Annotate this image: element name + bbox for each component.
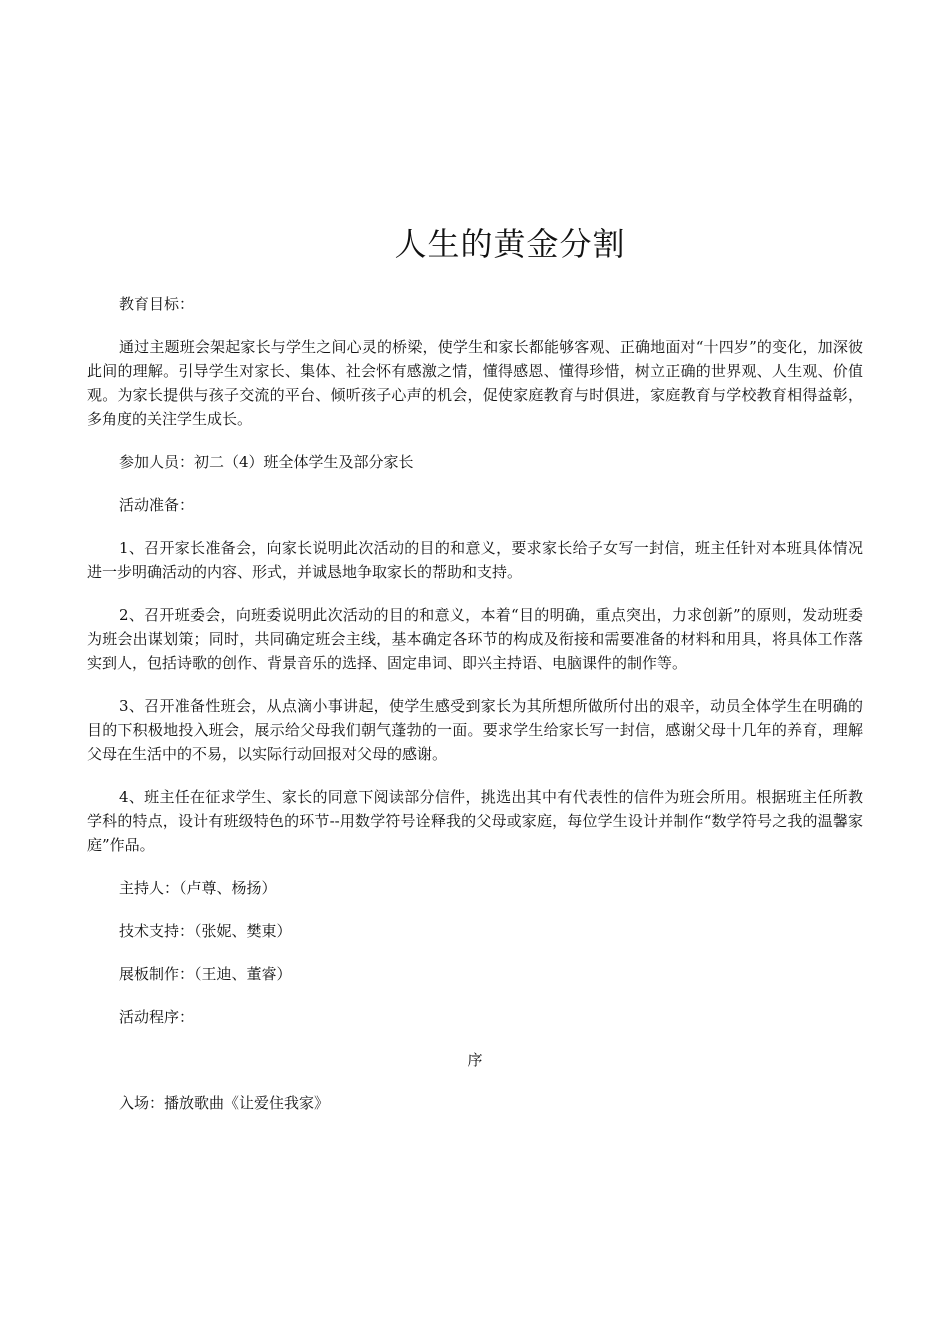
paragraph-tech-support: 技术支持：（张妮、樊東） bbox=[119, 922, 292, 940]
section-heading-preparation: 活动准备： bbox=[119, 496, 195, 514]
section-heading-prelude: 序 bbox=[467, 1051, 483, 1069]
section-heading-goals: 教育目标： bbox=[119, 295, 195, 313]
document-title: 人生的黄金分割 bbox=[394, 225, 626, 263]
paragraph-entrance: 入场：播放歌曲《让爱住我家》 bbox=[119, 1094, 330, 1112]
paragraph-prep-3: 3、召开准备性班会，从点滴小事讲起，使学生感受到家长为其所想所做所付出的艰辛，动员全体学生在明确的目的下积极地投入班会，展示给父母我们朝气蓬勃的一面。要求学生给家长写一封信，感谢父母十几年的养育，理解父母在生活中的不易，以实际行动回报对父母的感谢。 bbox=[87, 697, 863, 763]
paragraph-host: 主持人：（卢尊、杨扬） bbox=[119, 879, 277, 897]
document-body bbox=[87, 292, 863, 1134]
paragraph-board-production: 展板制作：（王迪、董睿） bbox=[119, 965, 292, 983]
section-heading-program: 活动程序： bbox=[119, 1008, 195, 1026]
paragraph-prep-4: 4、班主任在征求学生、家长的同意下阅读部分信件，挑选出其中有代表性的信件为班会所用。根据班主任所教学科的特点，设计有班级特色的环节--用数学符号诠释我的父母或家庭，每位学生设计并制作“数学符号之我的温馨家庭”作品。 bbox=[87, 788, 863, 854]
paragraph-participants: 参加人员：初二（4）班全体学生及部分家长 bbox=[119, 453, 414, 471]
paragraph-prep-1: 1、召开家长准备会，向家长说明此次活动的目的和意义，要求家长给子女写一封信，班主任针对本班具体情况进一步明确活动的内容、形式，并诚恳地争取家长的帮助和支持。 bbox=[87, 539, 863, 581]
paragraph-prep-2: 2、召开班委会，向班委说明此次活动的目的和意义，本着“目的明确，重点突出，力求创新”的原则，发动班委为班会出谋划策；同时，共同确定班会主线，基本确定各环节的构成及衔接和需要准备的材料和用具，将具体工作落实到人，包括诗歌的创作、背景音乐的选择、固定串词、即兴主持语、电脑课件的制作等。 bbox=[87, 606, 863, 672]
paragraph-goals: 通过主题班会架起家长与学生之间心灵的桥梁，使学生和家长都能够客观、正确地面对“十四岁”的变化，加深彼此间的理解。引导学生对家长、集体、社会怀有感激之情，懂得感恩、懂得珍惜，树立正确的世界观、人生观、价值观。为家长提供与孩子交流的平台、倾听孩子心声的机会，促使家庭教育与时俱进，家庭教育与学校教育相得益彰，多角度的关注学生成长。 bbox=[87, 338, 863, 428]
